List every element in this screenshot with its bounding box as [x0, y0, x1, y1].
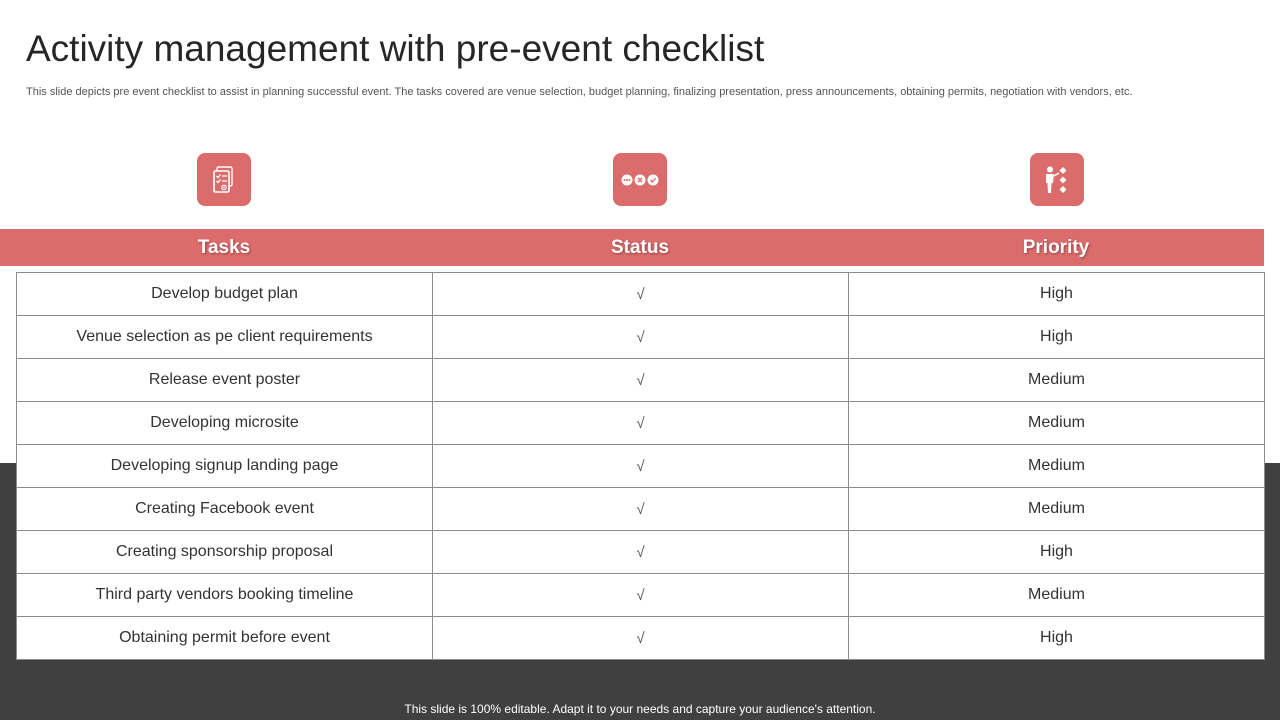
column-header-tasks: Tasks	[197, 237, 251, 258]
status-cell: √	[433, 531, 849, 574]
table-row	[17, 617, 1265, 660]
footer-note: This slide is 100% editable. Adapt it to your needs and capture your audience's attention.	[404, 702, 876, 716]
table-header-bar	[0, 229, 1264, 266]
table-row	[17, 574, 1265, 617]
task-cell: Develop budget plan	[17, 273, 433, 316]
priority-cell: Medium	[849, 445, 1265, 488]
checklist-document-icon	[197, 153, 251, 206]
task-cell: Third party vendors booking timeline	[17, 574, 433, 617]
status-cell: √	[433, 273, 849, 316]
column-header-status: Status	[610, 237, 670, 258]
task-cell: Developing signup landing page	[17, 445, 433, 488]
status-cell: √	[433, 402, 849, 445]
table-row	[17, 531, 1265, 574]
task-cell: Creating sponsorship proposal	[17, 531, 433, 574]
status-cell: √	[433, 445, 849, 488]
task-cell: Creating Facebook event	[17, 488, 433, 531]
task-cell: Developing microsite	[17, 402, 433, 445]
status-cell: √	[433, 617, 849, 660]
table-row	[17, 359, 1265, 402]
priority-cell: High	[849, 531, 1265, 574]
task-cell: Release event poster	[17, 359, 433, 402]
status-cell: √	[433, 574, 849, 617]
table-row	[17, 273, 1265, 316]
task-cell: Venue selection as pe client requirements	[17, 316, 433, 359]
priority-cell: Medium	[849, 574, 1265, 617]
priority-cell: High	[849, 273, 1265, 316]
page-title: Activity management with pre-event checklist	[26, 28, 765, 69]
table-row	[17, 402, 1265, 445]
checklist-table	[16, 272, 1265, 660]
table-row	[17, 316, 1265, 359]
priority-cell: Medium	[849, 488, 1265, 531]
priority-cell: High	[849, 316, 1265, 359]
column-header-priority: Priority	[1022, 237, 1090, 258]
person-priority-icon	[1030, 153, 1084, 206]
table-row	[17, 445, 1265, 488]
task-cell: Obtaining permit before event	[17, 617, 433, 660]
status-cell: √	[433, 488, 849, 531]
table-row	[17, 488, 1265, 531]
page-subtitle: This slide depicts pre event checklist to assist in planning successful event. The tasks covered are venue selection, budget planning, finalizing presentation, press announcements, obtaining permits, negotiation with vendors, etc.	[26, 86, 1133, 98]
status-cell: √	[433, 359, 849, 402]
priority-cell: Medium	[849, 359, 1265, 402]
priority-cell: High	[849, 617, 1265, 660]
priority-cell: Medium	[849, 402, 1265, 445]
status-circles-icon	[613, 153, 667, 206]
status-cell: √	[433, 316, 849, 359]
